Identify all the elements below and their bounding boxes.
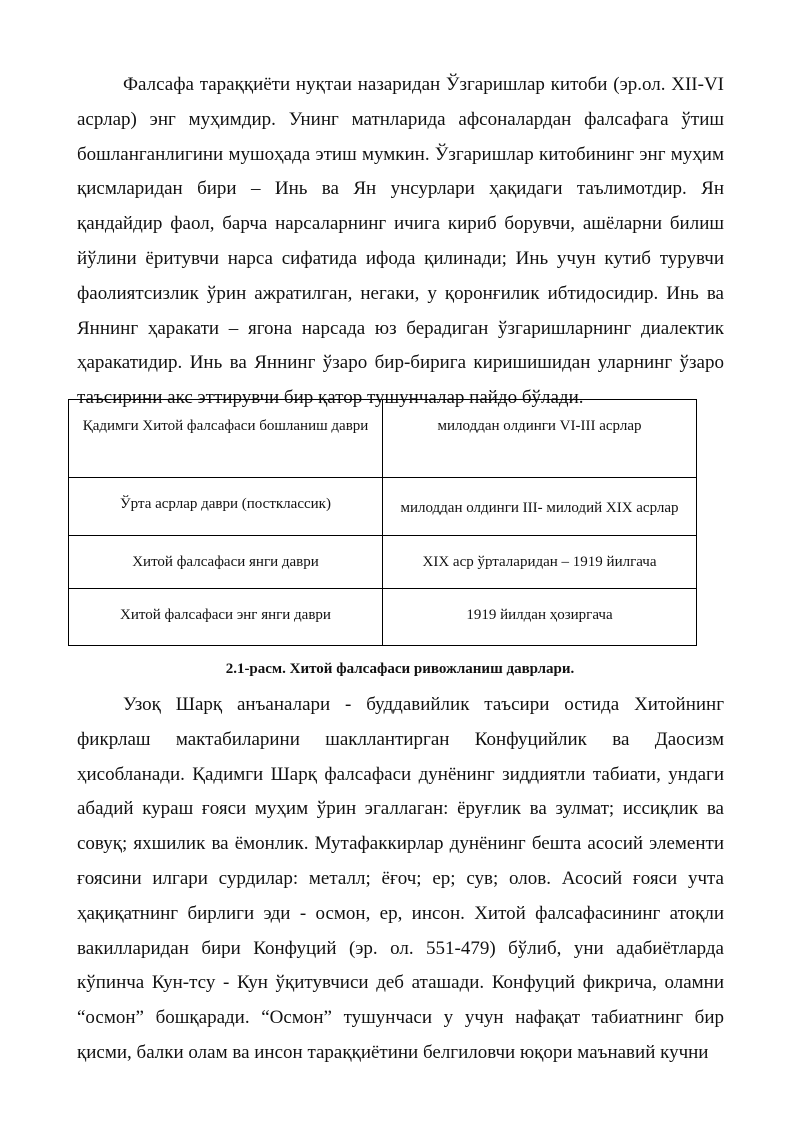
paragraph-i-ching [77, 68, 724, 416]
table-cell-dates: милоддан олдинги VI-III асрлар [383, 400, 697, 478]
paragraph-confucius [77, 688, 724, 1071]
paragraph-text: Узоқ Шарқ анъаналари - буддавийлик таъсири остида Хитойнинг фикрлаш мактабиларини шакллантирган Конфуцийлик ва Даосизм ҳисобланади. Қадимги Шарқ фалсафаси дунёнинг зиддиятли табиати, ундаги абадий кураш ғояси муҳим ўрин эгаллаган: ёруғлик ва зулмат; иссиқлик ва совуқ; яхшилик ва ёмонлик. Мутафаккирлар дунёнинг бешта асосий элементи ғоясини илгари сурдилар: металл; ёғоч; ер; сув; олов. Асосий ғояси учта ҳақиқатнинг бирлиги эди - осмон, ер, инсон. Хитой фалсафасининг атоқли вакилларидан бири Конфуций (эр. ол. 551-479) бўлиб, уни адабиётларда кўпинча Кун-тсу - Кун ўқитувчиси деб аташади. Конфуций фикрича, оламни “осмон” бошқаради. “Осмон” тушунчаси у учун нафақат табиатнинг бир қисми, балки олам ва инсон тараққиётини белгиловчи юқори маънавий кучни [77, 694, 724, 1063]
figure-caption: 2.1-расм. Хитой фалсафаси ривожланиш даврлари. [225, 661, 575, 677]
table-cell-period: Хитой фалсафаси янги даври [69, 536, 383, 589]
table-cell-period: Хитой фалсафаси энг янги даври [69, 589, 383, 646]
table-cell-period: Ўрта асрлар даври (постклассик) [69, 478, 383, 536]
table-row [69, 478, 697, 536]
periods-table [68, 399, 697, 646]
table-row [69, 589, 697, 646]
table-row [69, 400, 697, 478]
paragraph-text: Фалсафа тараққиёти нуқтаи назаридан Ўзгаришлар китоби (эр.ол. XII-VI асрлар) энг муҳимдир. Унинг матнларида афсоналардан фалсафага ўтиш бошланганлигини мушоҳада этиш мумкин. Ўзгаришлар китобининг энг муҳим қисмларидан бири – Инь ва Ян унсурлари ҳақидаги таълимотдир. Ян қандайдир фаол, барча нарсаларнинг ичига кириб борувчи, ашёларни билиш йўлини ёритувчи нарса сифатида ифода қилинади; Инь учун кутиб турувчи фаолиятсизлик ўрин ажратилган, негаки, у қоронғилик ибтидосидир. Инь ва Яннинг ҳаракати – ягона нарсада юз берадиган ўзгаришларнинг диалектик ҳаракатидир. Инь ва Яннинг ўзаро бир-бирига киришишидан уларнинг ўзаро таъсирини акс эттирувчи бир қатор тушунчалар пайдо бўлади. [77, 74, 724, 409]
table-cell-dates: милоддан олдинги III- милодий XIX асрлар [383, 478, 697, 536]
table-cell-dates: XIX аср ўрталаридан – 1919 йилгача [383, 536, 697, 589]
table-row [69, 536, 697, 589]
table-cell-period: Қадимги Хитой фалсафаси бошланиш даври [69, 400, 383, 478]
table-cell-dates: 1919 йилдан ҳозиргача [383, 589, 697, 646]
